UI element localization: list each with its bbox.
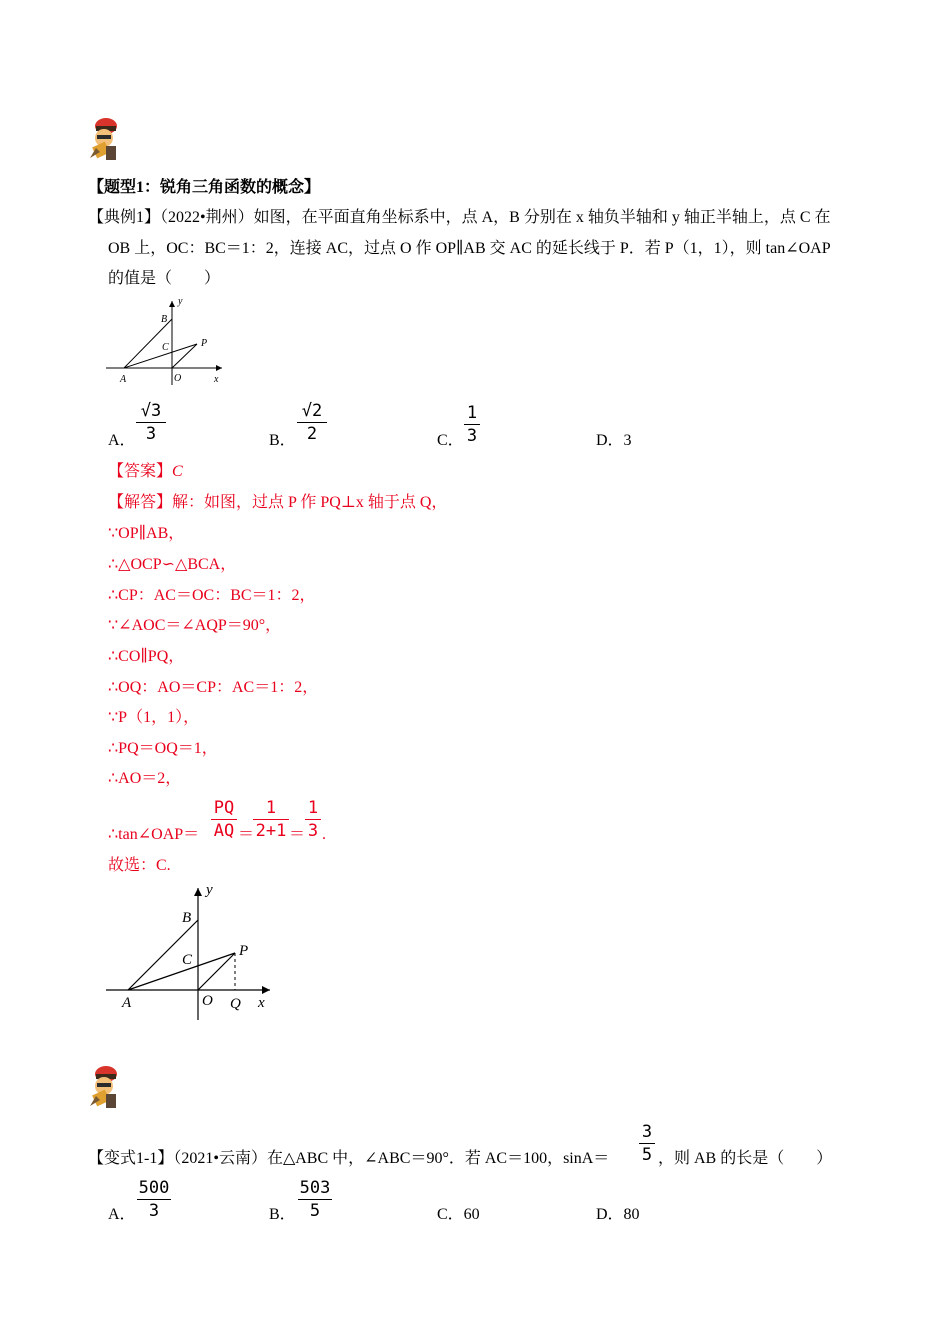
variant-option-a-fraction (136, 1177, 172, 1222)
sin-fraction (638, 1121, 656, 1166)
option-b-fraction (296, 400, 328, 445)
option-a-label: A． (108, 432, 136, 449)
solution-step: ∴AO＝2， (108, 770, 182, 787)
solution-step: ∴△OCP∽△BCA， (108, 556, 237, 573)
solution-step: ∵P（1，1）， (108, 709, 200, 726)
solution-step: ∴OQ：AO＝CP：AC＝1：2， (108, 679, 319, 696)
variant-option-b-numerator: 503 (299, 1178, 331, 1198)
variant-option-a-denominator: 3 (148, 1201, 160, 1221)
analysis-line (108, 493, 447, 513)
fig1-label-p: P (201, 338, 208, 349)
variant-text-before: （2021•云南）在△ABC 中，∠ABC＝90°．若 AC＝100，sinA＝ (173, 1150, 610, 1167)
answer-line (108, 462, 183, 482)
variant-option-c: C．60 (437, 1206, 480, 1223)
fig1-label-c: C (162, 342, 169, 353)
pencil-mascot-icon (84, 1062, 124, 1112)
example-question-line3: 的值是（ ） (108, 270, 221, 287)
example-question-line2: OB 上，OC：BC＝1：2，连接 AC，过点 O 作 OP∥AB 交 AC 的延长线于 P．若 P（1，1），则 tan∠OAP (108, 240, 831, 257)
option-b-label: B． (269, 432, 296, 449)
variant-option-b-denominator: 5 (309, 1201, 321, 1221)
tan-fraction-1 (210, 797, 238, 842)
sin-denominator: 5 (641, 1145, 653, 1165)
coordinate-figure-with-q (100, 880, 280, 1025)
tan-fraction-2-denominator: 2+1 (255, 821, 287, 841)
tan-fraction-1-numerator: PQ (213, 798, 235, 818)
fig1-label-y: y (178, 296, 183, 307)
fig2-label-o: O (202, 993, 213, 1009)
option-c-denominator: 3 (466, 426, 478, 446)
variant-option-d: D．80 (596, 1206, 640, 1223)
option-a-fraction (135, 400, 167, 445)
fig2-label-q: Q (230, 996, 241, 1012)
fig2-label-y: y (206, 882, 213, 898)
fig1-label-a: A (120, 374, 127, 385)
example-label: 【典例1】 (88, 209, 161, 226)
fig1-label-o: O (174, 373, 182, 384)
option-b-numerator: √2 (301, 401, 323, 421)
tan-period: . (322, 826, 326, 843)
conclusion: 故选：C. (108, 857, 171, 874)
fig2-label-c: C (182, 952, 193, 968)
example-question-line1 (88, 208, 831, 228)
option-a-numerator: √3 (140, 401, 162, 421)
fig1-label-b: B (161, 314, 168, 325)
option-b-denominator: 2 (306, 424, 318, 444)
option-c-numerator: 1 (466, 403, 478, 423)
solution-step: ∵∠AOC＝∠AQP＝90°， (108, 617, 282, 634)
solution-step: ∴PQ＝OQ＝1， (108, 740, 218, 757)
fig2-label-b: B (182, 910, 192, 926)
variant-label: 【变式1-1】 (88, 1150, 174, 1167)
sin-numerator: 3 (641, 1122, 653, 1142)
option-d: D．3 (596, 432, 632, 449)
option-c-label: C． (437, 432, 464, 449)
tan-fraction-3-numerator: 1 (307, 798, 319, 818)
solution-step: ∵OP∥AB， (108, 525, 185, 542)
tan-equals-1: ＝ (238, 826, 255, 843)
answer-value: C (172, 463, 183, 480)
tan-fraction-1-denominator: AQ (213, 821, 235, 841)
coordinate-figure-small (100, 295, 230, 387)
variant-question (88, 1149, 609, 1169)
analysis-label: 【解答】 (108, 494, 173, 511)
solution-step: ∴CO∥PQ， (108, 648, 185, 665)
tan-prefix: ∴tan∠OAP＝ (108, 826, 200, 843)
tan-equals-2: ＝ (289, 826, 306, 843)
variant-option-b-label: B． (269, 1206, 296, 1223)
tan-fraction-3 (304, 797, 322, 842)
variant-option-a-numerator: 500 (138, 1178, 170, 1198)
variant-option-a-label: A． (108, 1206, 136, 1223)
option-c-fraction (463, 402, 481, 447)
pencil-mascot-icon (84, 114, 124, 164)
section-title: 【题型1：锐角三角函数的概念】 (88, 179, 321, 196)
fig2-label-p: P (239, 943, 249, 959)
option-a-denominator: 3 (145, 424, 157, 444)
tan-fraction-2-numerator: 1 (265, 798, 277, 818)
variant-text-after: ，则 AB 的长是（ ） (658, 1150, 833, 1167)
analysis-text: 解：如图，过点 P 作 PQ⊥x 轴于点 Q， (172, 494, 448, 511)
tan-fraction-3-denominator: 3 (307, 821, 319, 841)
fig2-label-a: A (122, 995, 132, 1011)
example-line1-text: （2022•荆州）如图，在平面直角坐标系中，点 A，B 分别在 x 轴负半轴和 y 轴正半轴上，点 C 在 (160, 209, 831, 226)
variant-option-b-fraction (297, 1177, 333, 1222)
fig1-label-x: x (214, 374, 219, 385)
tan-fraction-2 (252, 797, 290, 842)
solution-step: ∴CP：AC＝OC：BC＝1：2， (108, 587, 316, 604)
answer-label: 【答案】 (108, 463, 173, 480)
fig2-label-x: x (258, 995, 265, 1011)
